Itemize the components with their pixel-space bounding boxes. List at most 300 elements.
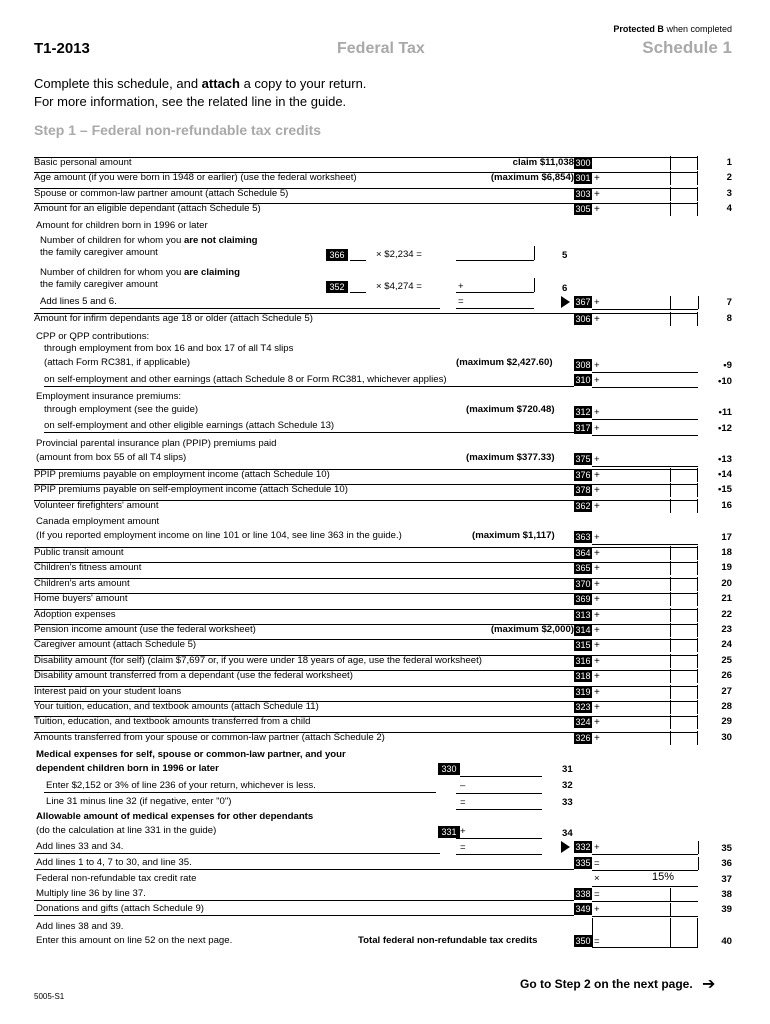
- amount-field[interactable]: [592, 638, 698, 652]
- row-rule: [34, 172, 574, 173]
- row-description: Amount for an eligible dependant (attach Schedule 5): [34, 203, 261, 214]
- line-39-desc: Donations and gifts (attach Schedule 9): [36, 903, 204, 914]
- code-310: 310: [575, 375, 591, 385]
- row-code: 313: [575, 609, 591, 620]
- line-10-field[interactable]: [592, 387, 698, 388]
- line-number: 29: [721, 716, 732, 728]
- line-31-number: 31: [562, 764, 573, 775]
- line-number: •14: [717, 469, 732, 480]
- medical-other-title: Allowable amount of medical expenses for other dependants: [36, 811, 314, 822]
- medical-other-sub: (do the calculation at line 331 in the guide): [36, 825, 217, 836]
- row-code: 365: [575, 563, 591, 574]
- step-title: Step 1 – Federal non-refundable tax credits: [34, 122, 322, 138]
- amount-rule: [592, 547, 698, 548]
- arrow-right-icon: [561, 296, 570, 308]
- row-code: 326: [575, 732, 591, 743]
- line-35-op: +: [594, 842, 600, 853]
- line-35-subtotal[interactable]: [456, 854, 542, 855]
- line-6-field[interactable]: [456, 292, 534, 293]
- row-operator: +: [594, 625, 600, 636]
- row-code: 370: [575, 578, 591, 589]
- ppip-sub: (amount from box 55 of all T4 slips): [36, 452, 187, 463]
- line-5-field[interactable]: [456, 260, 534, 261]
- line-number: 22: [721, 608, 732, 620]
- line-38-desc: Multiply line 36 by line 37.: [36, 888, 146, 899]
- row-description: Pension income amount (use the federal worksheet): [34, 624, 256, 635]
- line-10-op: +: [594, 375, 600, 386]
- row-code: 318: [575, 671, 591, 682]
- row-description: Age amount (if you were born in 1948 or earlier) (use the federal worksheet): [34, 172, 357, 183]
- line-36-number: 36: [721, 858, 732, 869]
- line-34-op: +: [460, 826, 466, 837]
- row-description: PPIP premiums payable on employment income (attach Schedule 10): [34, 469, 330, 480]
- children-a-mult: × $2,234 =: [376, 249, 422, 260]
- line-38-cents: [670, 888, 671, 901]
- amount-rule: [592, 624, 698, 625]
- line-11-op: +: [594, 407, 600, 418]
- line-number: 4: [726, 203, 732, 214]
- amount-field[interactable]: [592, 577, 698, 591]
- medical-line35-rule: [34, 853, 440, 854]
- row-description: Amounts transferred from your spouse or common-law partner (attach Schedule 2): [34, 731, 385, 743]
- row-operator: +: [594, 173, 600, 184]
- medical-line32: Enter $2,152 or 3% of line 236 of your return, whichever is less.: [46, 780, 316, 791]
- children-b-count-field[interactable]: [350, 292, 366, 293]
- line-17-field[interactable]: [592, 544, 698, 545]
- cents-divider: [670, 546, 671, 560]
- row-maximum: (maximum $2,000): [490, 624, 574, 635]
- line-6-divider: [534, 278, 535, 292]
- row-operator: +: [594, 702, 600, 713]
- row-rule: [34, 686, 574, 687]
- cents-divider: [670, 483, 671, 497]
- line-40-label: Total federal non-refundable tax credits: [358, 935, 538, 946]
- row-maximum: claim $11,038: [512, 157, 574, 168]
- amount-rule: [592, 188, 698, 189]
- amount-field[interactable]: [592, 592, 698, 606]
- row-description: Your tuition, education, and textbook amounts (attach Schedule 11): [34, 701, 319, 712]
- line-7-end: [698, 296, 699, 309]
- amount-field[interactable]: [592, 468, 698, 482]
- line-number: 8: [726, 313, 732, 324]
- amount-rule: [592, 593, 698, 594]
- amount-field[interactable]: [592, 546, 698, 560]
- amount-field[interactable]: [592, 654, 698, 668]
- row-description: PPIP premiums payable on self-employment income (attach Schedule 10): [34, 484, 348, 495]
- amount-field[interactable]: [592, 608, 698, 622]
- line-11-number: •11: [718, 407, 732, 418]
- amount-field[interactable]: [592, 561, 698, 575]
- children-a-count-field[interactable]: [350, 260, 366, 261]
- line-17-number: 17: [721, 532, 732, 543]
- line-32-field[interactable]: [456, 793, 542, 794]
- cpp-sub3: on self-employment and other earnings (attach Schedule 8 or Form RC381, whichever applies): [44, 374, 447, 385]
- amount-field[interactable]: [592, 202, 698, 216]
- row-description: Home buyers' amount: [34, 593, 128, 605]
- code-350: 350: [575, 936, 591, 946]
- ei-rule: [44, 432, 574, 433]
- line-7-subtotal[interactable]: [456, 308, 534, 309]
- row-description: Basic personal amount: [34, 157, 132, 168]
- cea-title: Canada employment amount: [36, 516, 160, 527]
- line-37-op: ×: [594, 873, 600, 884]
- cents-divider: [670, 654, 671, 668]
- line-10-number: •10: [717, 376, 732, 387]
- line-39-rule: [34, 915, 574, 916]
- line-37-rule: [592, 886, 698, 887]
- row-operator: +: [594, 563, 600, 575]
- schedule-title: Schedule 1: [642, 38, 732, 57]
- row-description: Tuition, education, and textbook amounts transferred from a child: [34, 716, 311, 728]
- code-312: 312: [575, 407, 591, 417]
- line-number: 21: [721, 593, 732, 605]
- row-rule: [34, 203, 574, 204]
- cents-divider: [670, 638, 671, 652]
- row-operator: +: [594, 609, 600, 621]
- amount-rule: [592, 313, 698, 314]
- amount-rule: [592, 469, 698, 470]
- amount-field[interactable]: [592, 700, 698, 714]
- cents-divider: [670, 700, 671, 714]
- row-code: 376: [575, 470, 591, 480]
- children-a-line1: Number of children for whom you are not claiming: [40, 235, 258, 246]
- arrow-right-icon: [561, 841, 570, 853]
- cpp-sub1: through employment from box 16 and box 17 of all T4 slips: [44, 343, 294, 354]
- row-description: Children's arts amount: [34, 577, 130, 589]
- row-description: Children's fitness amount: [34, 562, 142, 574]
- amount-field[interactable]: [592, 731, 698, 745]
- row-code: 369: [575, 594, 591, 605]
- amount-field[interactable]: [592, 187, 698, 201]
- line-37-number: 37: [721, 874, 732, 885]
- amount-field[interactable]: [592, 483, 698, 497]
- cents-divider: [670, 577, 671, 591]
- row-code: 315: [575, 640, 591, 651]
- code-332: 332: [575, 842, 591, 852]
- amount-field[interactable]: [592, 715, 698, 729]
- form-id: T1-2013: [34, 40, 90, 57]
- code-330: 330: [438, 763, 460, 775]
- amount-field[interactable]: [592, 171, 698, 185]
- line-13-op: +: [594, 454, 600, 465]
- medical-title: Medical expenses for self, spouse or common-law partner, and your: [36, 749, 346, 760]
- line-36-desc: Add lines 1 to 4, 7 to 30, and line 35.: [36, 857, 192, 868]
- row-operator: +: [594, 501, 600, 512]
- line-number: 18: [721, 547, 732, 558]
- row-code: 364: [575, 548, 591, 558]
- row-rule: [34, 313, 574, 314]
- row-rule: [34, 655, 574, 656]
- protected-label: Protected B when completed: [613, 24, 732, 34]
- line-33-op: =: [460, 797, 466, 808]
- row-code: 378: [575, 485, 591, 495]
- amount-rule: [592, 157, 698, 158]
- children-c-rule: [40, 308, 440, 309]
- amount-field[interactable]: [592, 685, 698, 699]
- line-40-number: 40: [721, 936, 732, 947]
- cents-divider: [670, 171, 671, 185]
- cents-divider: [670, 669, 671, 683]
- children-b-line1: Number of children for whom you are claiming: [40, 267, 240, 278]
- line-number: 27: [721, 685, 732, 697]
- code-335: 335: [575, 858, 591, 868]
- amount-rule: [592, 484, 698, 485]
- row-rule: [34, 639, 574, 640]
- row-operator: +: [594, 485, 600, 496]
- line-number: 3: [726, 188, 732, 199]
- row-code: 314: [575, 625, 591, 635]
- row-rule: [34, 716, 574, 717]
- line-40-field[interactable]: [592, 918, 698, 948]
- line-37-desc: Federal non-refundable tax credit rate: [36, 873, 197, 884]
- row-description: Disability amount (for self) (claim $7,697 or, if you were under 18 years of age, use the federal worksheet): [34, 654, 482, 666]
- cents-divider: [670, 685, 671, 699]
- amount-rule: [592, 500, 698, 501]
- line-12-field[interactable]: [592, 435, 698, 436]
- cents-divider: [670, 156, 671, 170]
- row-rule: [34, 578, 574, 579]
- line-35-op-eq: =: [460, 842, 466, 853]
- row-rule: [34, 732, 574, 733]
- row-operator: +: [594, 470, 600, 481]
- cents-divider: [670, 608, 671, 622]
- row-rule: [34, 562, 574, 563]
- cents-divider: [670, 623, 671, 637]
- line-13-number: •13: [717, 454, 732, 465]
- row-code: 324: [575, 717, 591, 728]
- amount-rule: [592, 609, 698, 610]
- ei-max: (maximum $720.48): [466, 404, 555, 415]
- row-rule: [34, 624, 574, 625]
- code-349: 349: [575, 904, 591, 914]
- medical-line33: Line 31 minus line 32 (if negative, enter "0"): [46, 796, 232, 807]
- intro-line-2: For more information, see the related line in the guide.: [34, 94, 347, 109]
- medical-line35: Add lines 33 and 34.: [36, 841, 124, 852]
- amount-rule: [592, 670, 698, 671]
- line-40-op: =: [594, 936, 600, 947]
- row-description: Caregiver amount (attach Schedule 5): [34, 639, 197, 651]
- line-35-number: 35: [721, 843, 732, 854]
- line-32-number: 32: [562, 780, 573, 791]
- row-rule: [34, 188, 574, 189]
- amount-rule: [592, 562, 698, 563]
- line-39-cents: [670, 903, 671, 916]
- line-39-number: 39: [721, 904, 732, 915]
- line-number: 19: [721, 562, 732, 574]
- row-rule: [34, 484, 574, 485]
- line-39-field[interactable]: [592, 916, 698, 917]
- amount-field[interactable]: [592, 156, 698, 170]
- row-code: 362: [575, 501, 591, 511]
- line-33-number: 33: [562, 797, 573, 808]
- row-code: 305: [575, 204, 591, 214]
- cents-divider: [670, 715, 671, 729]
- line-35-end: [698, 841, 699, 854]
- cents-divider: [670, 312, 671, 326]
- line-number: 28: [721, 701, 732, 712]
- cpp-sub2: (attach Form RC381, if applicable): [44, 357, 191, 368]
- children-a-line2: the family caregiver amount: [40, 247, 158, 258]
- row-code: 303: [575, 189, 591, 199]
- cents-divider: [670, 731, 671, 745]
- line-7-cents: [670, 296, 671, 309]
- row-rule: [34, 701, 574, 702]
- row-operator: +: [594, 717, 600, 729]
- ei-sub1: through employment (see the guide): [44, 404, 199, 415]
- line-38-op: =: [594, 889, 600, 900]
- cents-divider: [670, 499, 671, 513]
- children-c: Add lines 5 and 6.: [40, 296, 117, 307]
- amount-field[interactable]: [592, 499, 698, 513]
- cents-divider: [670, 561, 671, 575]
- line-31-field[interactable]: [460, 776, 542, 777]
- cents-divider: [670, 202, 671, 216]
- row-operator: +: [594, 314, 600, 325]
- line-12-number: •12: [717, 423, 732, 434]
- line-36-field[interactable]: [592, 870, 698, 871]
- cents-divider: [670, 468, 671, 482]
- ppip-title: Provincial parental insurance plan (PPIP) premiums paid: [36, 438, 277, 449]
- row-code: 316: [575, 655, 591, 666]
- row-operator: +: [594, 189, 600, 200]
- amount-rule: [592, 639, 698, 640]
- line-40-cents: [670, 918, 671, 948]
- line-6-op: +: [458, 281, 464, 292]
- line-5-number: 5: [562, 250, 568, 261]
- row-rule: [34, 593, 574, 594]
- line-number: 1: [726, 157, 732, 168]
- amount-rule: [592, 172, 698, 173]
- line-34-number: 34: [562, 828, 573, 839]
- line-9-op: +: [594, 360, 600, 371]
- line-9-number: •9: [723, 360, 732, 371]
- line-number: 24: [721, 639, 732, 651]
- code-367: 367: [575, 297, 591, 307]
- line-17-op: +: [594, 532, 600, 543]
- line-7-op-eq: =: [458, 296, 464, 307]
- line-number: 23: [721, 624, 732, 635]
- row-description: Public transit amount: [34, 547, 124, 558]
- line-34-field[interactable]: [456, 838, 542, 839]
- line-7-op: +: [594, 297, 600, 308]
- amount-field[interactable]: [592, 669, 698, 683]
- line-9-field[interactable]: [592, 372, 698, 373]
- line-40-desc1: Add lines 38 and 39.: [36, 921, 124, 932]
- line-39-op: +: [594, 904, 600, 915]
- amount-rule: [592, 732, 698, 733]
- amount-field[interactable]: [592, 312, 698, 326]
- amount-rule: [592, 716, 698, 717]
- line-13-field[interactable]: [592, 466, 698, 467]
- line-number: 26: [721, 670, 732, 682]
- cpp-max: (maximum $2,427.60): [456, 357, 553, 368]
- cea-max: (maximum $1,117): [472, 530, 555, 541]
- ei-title: Employment insurance premiums:: [36, 391, 182, 402]
- row-operator: +: [594, 655, 600, 667]
- medical-line32-rule: [44, 792, 436, 793]
- row-description: Volunteer firefighters' amount: [34, 500, 159, 511]
- line-35-field[interactable]: [592, 854, 698, 855]
- line-11-field[interactable]: [592, 419, 698, 420]
- row-operator: +: [594, 640, 600, 652]
- cpp-rule: [44, 386, 574, 387]
- line-number: 25: [721, 654, 732, 666]
- line-33-field[interactable]: [456, 809, 542, 810]
- row-rule: [34, 500, 574, 501]
- code-308: 308: [575, 360, 591, 370]
- children-b-line2: the family caregiver amount: [40, 279, 158, 290]
- line-number: 16: [721, 500, 732, 511]
- amount-rule: [592, 578, 698, 579]
- row-operator: +: [594, 548, 600, 559]
- row-operator: +: [594, 578, 600, 590]
- row-rule: [34, 469, 574, 470]
- row-maximum: (maximum $6,854): [490, 172, 574, 183]
- amount-rule: [592, 701, 698, 702]
- code-331: 331: [438, 826, 460, 838]
- line-37-rate: 15%: [652, 871, 675, 883]
- row-code: 300: [575, 158, 591, 168]
- form-code: 5005-S1: [34, 992, 65, 1001]
- page-title: Federal Tax: [337, 40, 425, 57]
- line-38-field[interactable]: [592, 901, 698, 902]
- row-description: Interest paid on your student loans: [34, 685, 182, 697]
- amount-rule: [592, 203, 698, 204]
- row-rule: [34, 670, 574, 671]
- cea-sub: (If you reported employment income on line 101 or line 104, see line 363 in the guide.): [36, 530, 402, 541]
- row-description: Adoption expenses: [34, 608, 116, 620]
- code-375: 375: [575, 454, 591, 464]
- row-operator: +: [594, 671, 600, 683]
- code-363: 363: [575, 532, 591, 542]
- row-rule: [34, 609, 574, 610]
- next-page-link[interactable]: Go to Step 2 on the next page.: [520, 977, 693, 991]
- ppip-max: (maximum $377.33): [466, 452, 555, 463]
- row-description: Amount for infirm dependants age 18 or older (attach Schedule 5): [34, 313, 313, 324]
- row-code: 319: [575, 686, 591, 697]
- line-number: 30: [721, 731, 732, 743]
- cents-divider: [670, 187, 671, 201]
- row-description: Spouse or common-law partner amount (attach Schedule 5): [34, 188, 289, 199]
- children-b-mult: × $4,274 =: [376, 281, 422, 292]
- row-code: 306: [575, 314, 591, 324]
- row-operator: +: [594, 732, 600, 744]
- line-number: 2: [726, 172, 732, 183]
- line-7-field[interactable]: [592, 309, 698, 310]
- arrow-right-icon: ➔: [702, 976, 716, 993]
- code-338: 338: [575, 889, 591, 899]
- line-36-rule: [34, 869, 574, 870]
- cents-divider: [670, 592, 671, 606]
- line-38-number: 38: [721, 889, 732, 900]
- line-40-desc2: Enter this amount on line 52 on the next page.: [36, 935, 233, 946]
- amount-field[interactable]: [592, 623, 698, 637]
- line-7-number: 7: [726, 297, 732, 308]
- ei-sub2: on self-employment and other eligible earnings (attach Schedule 13): [44, 420, 335, 431]
- row-rule: [34, 547, 574, 548]
- amount-rule: [592, 655, 698, 656]
- children-title: Amount for children born in 1996 or later: [36, 220, 208, 231]
- line-32-op: –: [460, 780, 466, 791]
- code-317: 317: [575, 423, 591, 433]
- intro-line-1: Complete this schedule, and attach a copy to your return.: [34, 76, 367, 91]
- row-operator: +: [594, 686, 600, 698]
- line-number: 20: [721, 577, 732, 589]
- row-operator: +: [594, 204, 600, 215]
- line-12-op: +: [594, 423, 600, 434]
- amount-rule: [592, 686, 698, 687]
- code-366: 366: [326, 249, 348, 261]
